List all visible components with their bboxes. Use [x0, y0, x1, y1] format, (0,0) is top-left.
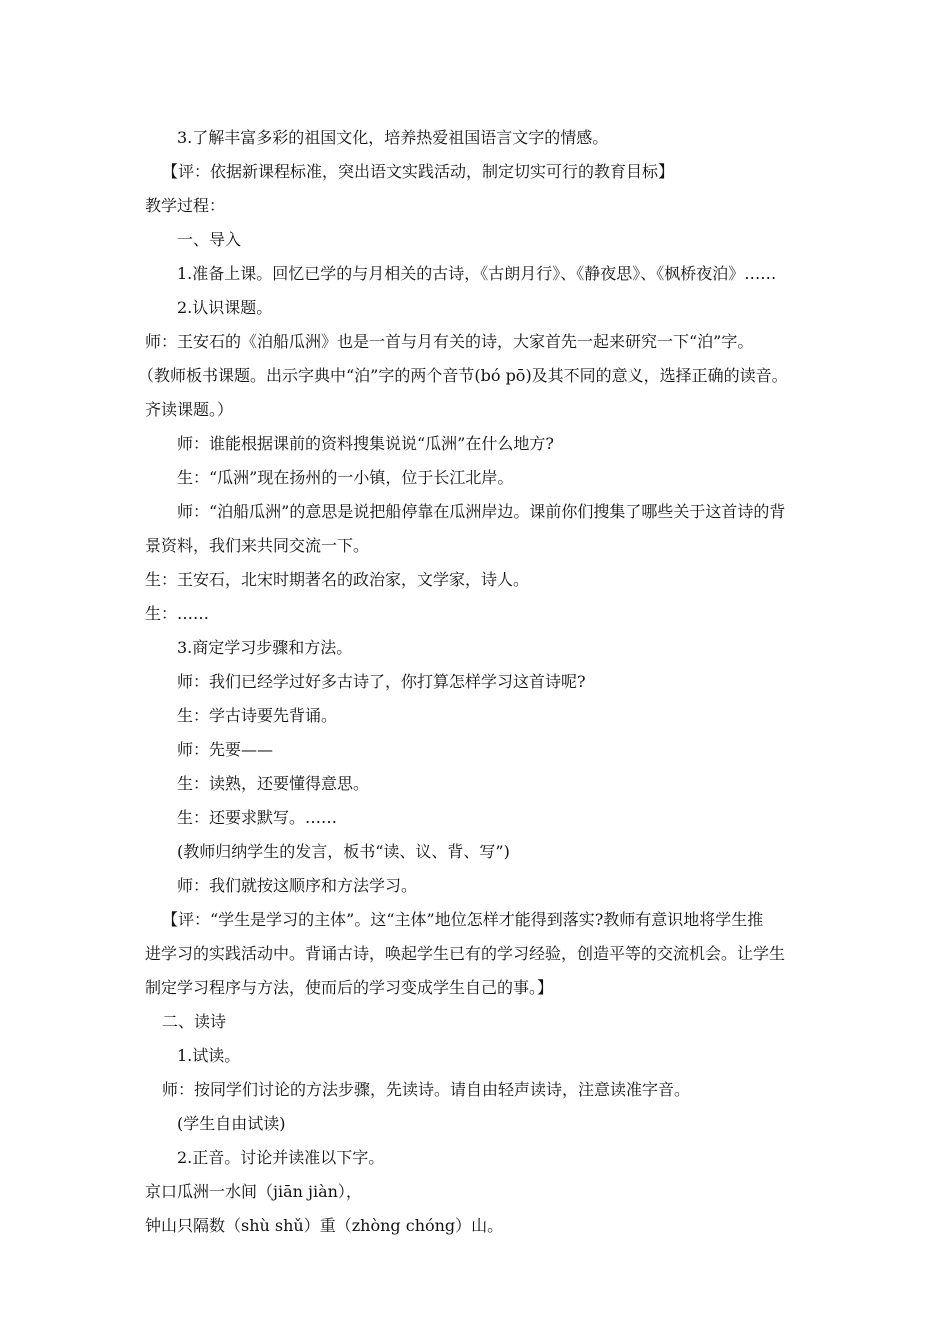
- stage-note-cont: 齐读课题。）: [145, 400, 234, 419]
- teacher-line: 师：先要——: [177, 740, 274, 759]
- comment-student-centered: 【评：“学生是学习的主体”。这“主体”地位怎样才能得到落实?教师有意识地将学生推: [162, 910, 764, 929]
- comment-student-centered-cont: 进学习的实践活动中。背诵古诗，唤起学生已有的学习经验，创造平等的交流机会。让学生: [145, 944, 786, 963]
- stage-note: （教师板书课题。出示字典中“泊”字的两个音节(bó pō)及其不同的意义，选择正确的读音。: [138, 366, 788, 385]
- section-heading-reading: 二、读诗: [162, 1012, 227, 1031]
- teacher-line: 师：“泊船瓜洲”的意思是说把船停靠在瓜洲岸边。课前你们搜集了哪些关于这首诗的背: [177, 502, 786, 521]
- step-3-title: 3.商定学习步骤和方法。: [177, 638, 353, 657]
- stage-note: (教师归纳学生的发言，板书“读、议、背、写”): [177, 842, 510, 861]
- step-1-prepare: 1.准备上课。回忆已学的与月相关的古诗，《古朗月行》、《静夜思》、《枫桥夜泊》……: [177, 264, 777, 283]
- step-2-title: 2.认识课题。: [177, 298, 273, 317]
- comment-student-centered-cont: 制定学习程序与方法，使而后的学习变成学生自己的事。】: [145, 978, 554, 997]
- teacher-line: 师：我们就按这顺序和方法学习。: [177, 876, 418, 895]
- teacher-line: 师：王安石的《泊船瓜洲》也是一首与月有关的诗，大家首先一起来研究一下“泊”字。: [145, 332, 754, 351]
- teacher-line-cont: 景资料，我们来共同交流一下。: [145, 536, 370, 555]
- heading-teaching-process: 教学过程：: [145, 196, 226, 215]
- student-line: 生：还要求默写。……: [177, 808, 338, 827]
- teacher-line: 师：谁能根据课前的资料搜集说说“瓜洲”在什么地方?: [177, 434, 554, 453]
- student-line: 生：……: [145, 604, 210, 623]
- objective-3: 3.了解丰富多彩的祖国文化，培养热爱祖国语言文字的情感。: [177, 128, 609, 147]
- step-2-pronunciation: 2.正音。讨论并读准以下字。: [177, 1148, 385, 1167]
- student-line: 生：王安石，北宋时期著名的政治家，文学家，诗人。: [145, 570, 530, 589]
- teacher-line: 师：按同学们讨论的方法步骤，先读诗。请自由轻声读诗，注意读准字音。: [162, 1080, 691, 1099]
- stage-note: (学生自由试读): [177, 1114, 286, 1133]
- teacher-line: 师：我们已经学过好多古诗了，你打算怎样学习这首诗呢?: [177, 672, 586, 691]
- step-1-trial-read: 1.试读。: [177, 1046, 241, 1065]
- student-line: 生：读熟，还要懂得意思。: [177, 774, 370, 793]
- student-line: 生：“瓜洲”现在扬州的一小镇，位于长江北岸。: [177, 468, 514, 487]
- section-heading-intro: 一、导入: [177, 230, 242, 249]
- poem-line-1: 京口瓜洲一水间（jiān jiàn），: [145, 1182, 362, 1201]
- student-line: 生：学古诗要先背诵。: [177, 706, 338, 725]
- comment-objectives: 【评：依据新课程标准，突出语文实践活动，制定切实可行的教育目标】: [162, 162, 675, 181]
- poem-line-2: 钟山只隔数（shù shǔ）重（zhòng chóng）山。: [145, 1216, 504, 1235]
